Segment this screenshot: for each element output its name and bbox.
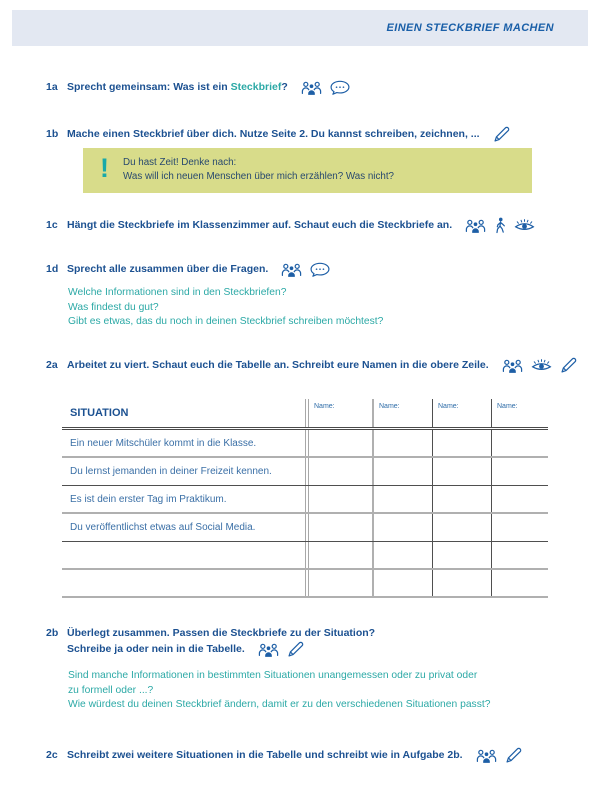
answer-cell xyxy=(309,570,374,596)
group-icon xyxy=(502,358,523,374)
page-title: EINEN STECKBRIEF MACHEN xyxy=(386,22,554,34)
pencil-icon xyxy=(287,641,304,658)
eye-icon xyxy=(514,219,535,232)
task-2c xyxy=(46,748,522,763)
task-2b-line-1: Überlegt zusammen. Passen die Steckbriefe zu der Situation? xyxy=(67,627,376,639)
table-header-row xyxy=(62,399,548,430)
answer-cell xyxy=(433,542,492,568)
task-1d-questions xyxy=(68,286,383,330)
question-line: Sind manche Informationen in bestimmten Situationen unangemessen oder zu privat oder xyxy=(68,670,478,681)
walking-person-icon xyxy=(494,217,506,234)
situation-table xyxy=(62,399,548,598)
answer-cell xyxy=(492,542,548,568)
answer-cell xyxy=(374,570,433,596)
task-2a-icons xyxy=(502,358,577,373)
speech-bubble-icon xyxy=(310,262,330,277)
task-2c-icons xyxy=(476,748,522,763)
task-1a xyxy=(46,80,350,95)
task-2b-label: 2b xyxy=(46,627,59,639)
task-2b-text xyxy=(67,626,375,657)
question-line: Wie würdest du deinen Steckbrief ändern, damit er zu den verschiedenen Situationen passt? xyxy=(68,699,491,710)
situation-cell: Ein neuer Mitschüler kommt in die Klasse. xyxy=(62,430,309,456)
answer-cell xyxy=(433,486,492,512)
pencil-icon xyxy=(560,357,577,374)
name-column-header: Name: xyxy=(433,399,492,427)
note-text xyxy=(123,153,394,184)
task-2b-icons xyxy=(258,642,304,657)
task-1a-label: 1a xyxy=(46,81,58,93)
task-1b xyxy=(46,127,510,142)
answer-cell xyxy=(309,486,374,512)
task-1b-text: Mache einen Steckbrief über dich. Nutze Seite 2. Du kannst schreiben, zeichnen, ... xyxy=(67,128,480,140)
task-1c-text: Hängt die Steckbriefe im Klassenzimmer auf. Schaut euch die Steckbriefe an. xyxy=(67,219,453,231)
answer-cell xyxy=(374,458,433,485)
task-1c-icons xyxy=(465,218,535,233)
answer-cell xyxy=(492,514,548,541)
situation-cell: Du lernst jemanden in deiner Freizeit kennen. xyxy=(62,458,309,485)
task-1b-label: 1b xyxy=(46,128,59,140)
task-1a-text: Sprecht gemeinsam: Was ist ein Steckbrief? xyxy=(67,81,288,93)
answer-cell xyxy=(433,430,492,456)
task-1b-icons xyxy=(493,127,510,142)
group-icon xyxy=(465,218,486,234)
group-icon xyxy=(301,80,322,96)
group-icon xyxy=(281,262,302,278)
answer-cell xyxy=(433,514,492,541)
task-2b xyxy=(46,626,375,657)
note-box xyxy=(83,148,532,193)
table-row xyxy=(62,514,548,542)
answer-cell xyxy=(309,514,374,541)
group-icon xyxy=(258,642,279,658)
answer-cell xyxy=(374,430,433,456)
highlight-steckbrief: Steckbrief xyxy=(230,81,282,93)
task-1c-label: 1c xyxy=(46,219,58,231)
name-column-header: Name: xyxy=(374,399,433,427)
answer-cell xyxy=(309,430,374,456)
answer-cell xyxy=(433,458,492,485)
name-column-header: Name: xyxy=(309,399,374,427)
exclamation-icon: ! xyxy=(100,153,109,183)
answer-cell xyxy=(309,542,374,568)
pencil-icon xyxy=(493,126,510,143)
answer-cell xyxy=(433,570,492,596)
answer-cell xyxy=(374,514,433,541)
answer-cell xyxy=(492,486,548,512)
answer-cell xyxy=(309,458,374,485)
table-row xyxy=(62,486,548,514)
question-line: Welche Informationen sind in den Steckbriefen? xyxy=(68,287,287,298)
task-1a-icons xyxy=(301,80,350,95)
situation-cell xyxy=(62,570,309,596)
answer-cell xyxy=(492,458,548,485)
header-bar xyxy=(12,10,588,46)
table-header-situation: SITUATION xyxy=(62,399,309,427)
table-empty-row xyxy=(62,542,548,570)
pencil-icon xyxy=(505,747,522,764)
question-line: Gibt es etwas, das du noch in deinen Steckbrief schreiben möchtest? xyxy=(68,316,384,327)
note-line-1: Du hast Zeit! Denke nach: xyxy=(123,157,237,168)
task-2a-text: Arbeitet zu viert. Schaut euch die Tabelle an. Schreibt eure Namen in die obere Zeile. xyxy=(67,359,489,371)
name-column-header: Name: xyxy=(497,403,518,410)
situation-cell: Du veröffentlichst etwas auf Social Media. xyxy=(62,514,309,541)
task-2b-line-2: Schreibe ja oder nein in die Tabelle. xyxy=(67,643,245,655)
answer-cell xyxy=(374,486,433,512)
task-1d-text: Sprecht alle zusammen über die Fragen. xyxy=(67,263,269,275)
question-line: zu formell oder ...? xyxy=(68,684,154,696)
task-2c-text: Schreibt zwei weitere Situationen in die Tabelle und schreibt wie in Aufgabe 2b. xyxy=(67,749,463,761)
task-2b-questions xyxy=(68,669,490,713)
task-1d-icons xyxy=(281,262,330,277)
table-empty-row xyxy=(62,570,548,598)
situation-cell: Es ist dein erster Tag im Praktikum. xyxy=(62,486,309,512)
table-row xyxy=(62,430,548,458)
eye-icon xyxy=(531,359,552,372)
answer-cell xyxy=(374,542,433,568)
group-icon xyxy=(476,748,497,764)
task-2c-label: 2c xyxy=(46,749,58,761)
answer-cell xyxy=(492,430,548,456)
task-2a xyxy=(46,358,577,373)
answer-cell xyxy=(492,570,548,596)
task-1d-label: 1d xyxy=(46,263,59,275)
note-line-2: Was will ich neuen Menschen über mich erzählen? Was nicht? xyxy=(123,171,394,182)
task-2a-label: 2a xyxy=(46,359,58,371)
question-line: Was findest du gut? xyxy=(68,301,159,313)
speech-bubble-icon xyxy=(330,80,350,95)
table-row xyxy=(62,458,548,486)
task-1d xyxy=(46,262,330,277)
situation-cell xyxy=(62,542,309,568)
task-1c xyxy=(46,218,535,233)
